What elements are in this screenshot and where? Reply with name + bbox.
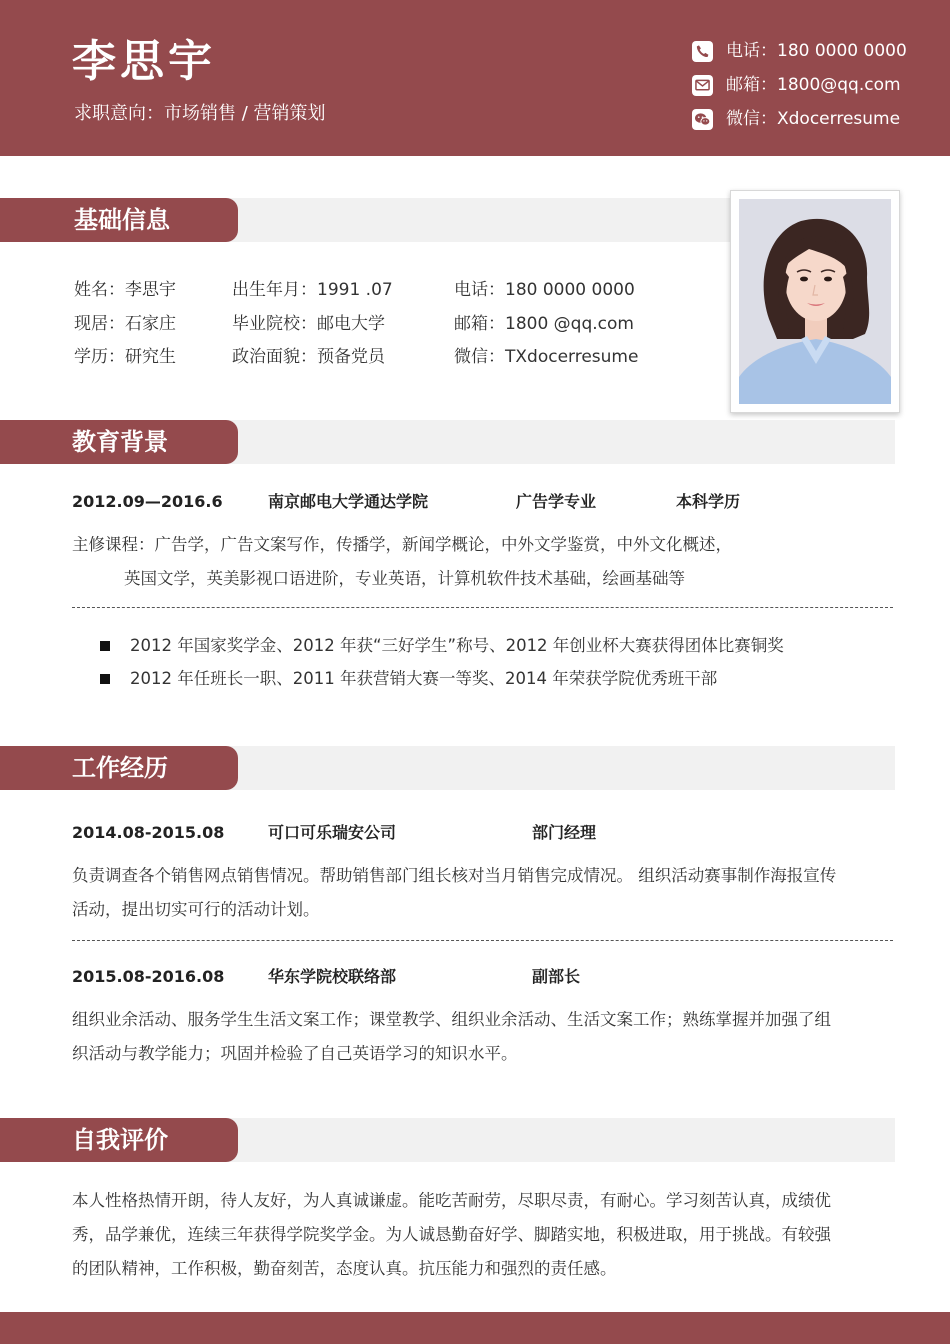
job-2-desc-line-2: 织活动与教学能力；巩固并检验了自己英语学习的知识水平。 — [72, 1044, 518, 1063]
edu-courses-line-1: 主修课程：广告学，广告文案写作，传播学，新闻学概论，中外文学鉴赏，中外文化概述， — [72, 535, 732, 554]
job-2-period: 2015.08-2016.08 — [72, 967, 225, 986]
job-2-desc-line-1: 组织业余活动、服务学生生活文案工作；课堂教学、组织业余活动、生活文案工作；熟练掌握并加强了组 — [72, 1010, 831, 1029]
info-wechat: 微信：TXdocerresume — [454, 347, 639, 367]
mail-icon — [692, 75, 713, 96]
self-eval-line-1: 本人性格热情开朗，待人友好，为人真诚谦虚。能吃苦耐劳，尽职尽责，有耐心。学习刻苦认真，成绩优 — [72, 1191, 831, 1210]
edu-degree: 本科学历 — [676, 492, 741, 511]
self-eval-line-2: 秀，品学兼优，连续三年获得学院奖学金。为人诚恳勤奋好学、脚踏实地，积极进取，用于挑战。有较强 — [72, 1225, 831, 1244]
info-name: 姓名：李思宇 — [74, 280, 176, 300]
self-eval-line-3: 的团队精神，工作积极，勤奋刻苦，态度认真。抗压能力和强烈的责任感。 — [72, 1259, 617, 1278]
portrait-image — [739, 199, 891, 404]
info-email: 邮箱：1800 @qq.com — [454, 314, 634, 334]
info-phone: 电话：180 0000 0000 — [454, 280, 635, 300]
job-intent: 求职意向：市场销售 / 营销策划 — [74, 103, 326, 124]
divider — [72, 607, 893, 608]
info-degree: 学历：研究生 — [74, 347, 176, 367]
job-1-position: 部门经理 — [532, 823, 597, 842]
section-title-basic-info: 基础信息 — [74, 206, 170, 234]
section-education — [0, 420, 895, 464]
contact-email-text: 邮箱：1800@qq.com — [726, 75, 901, 95]
info-school: 毕业院校：邮电大学 — [232, 314, 385, 334]
job-1-desc-line-1: 负责调查各个销售网点销售情况。帮助销售部门组长核对当月销售完成情况。 组织活动赛事制作海报宣传 — [72, 866, 837, 885]
bullet-square-icon — [100, 674, 110, 684]
divider — [72, 940, 893, 941]
job-2-position: 副部长 — [532, 967, 581, 986]
header-contacts — [692, 34, 932, 136]
resume-header — [0, 0, 950, 156]
edu-award-2: 2012 年任班长一职、2011 年获营销大赛一等奖、2014 年荣获学院优秀班干部 — [130, 669, 718, 688]
edu-major: 广告学专业 — [516, 492, 597, 511]
info-birth: 出生年月：1991 .07 — [232, 280, 393, 300]
job-1-company: 可口可乐瑞安公司 — [268, 823, 397, 842]
contact-email — [692, 68, 932, 102]
section-basic-info — [0, 198, 730, 242]
section-title-self-evaluation: 自我评价 — [72, 1126, 168, 1154]
info-residence: 现居：石家庄 — [74, 314, 176, 334]
bullet-square-icon — [100, 641, 110, 651]
wechat-icon — [692, 109, 713, 130]
section-title-work: 工作经历 — [72, 754, 168, 782]
edu-award-1: 2012 年国家奖学金、2012 年获“三好学生”称号、2012 年创业杯大赛获得团体比赛铜奖 — [130, 636, 784, 655]
contact-wechat-text: 微信：Xdocerresume — [726, 109, 901, 129]
edu-courses-line-2: 英国文学，英美影视口语进阶，专业英语，计算机软件技术基础，绘画基础等 — [124, 569, 685, 588]
section-work — [0, 746, 895, 790]
candidate-name: 李思宇 — [72, 36, 216, 87]
info-politics: 政治面貌：预备党员 — [232, 347, 385, 367]
section-title-education: 教育背景 — [72, 428, 168, 456]
job-1-period: 2014.08-2015.08 — [72, 823, 225, 842]
footer-bar — [0, 1312, 950, 1344]
contact-phone-text: 电话：180 0000 0000 — [726, 41, 907, 61]
contact-phone — [692, 34, 932, 68]
job-2-company: 华东学院校联络部 — [268, 967, 397, 986]
profile-photo — [730, 190, 900, 413]
phone-icon — [692, 41, 713, 62]
section-self-evaluation — [0, 1118, 895, 1162]
edu-period: 2012.09—2016.6 — [72, 492, 223, 511]
contact-wechat — [692, 102, 932, 136]
edu-school: 南京邮电大学通达学院 — [268, 492, 429, 511]
job-1-desc-line-2: 活动，提出切实可行的活动计划。 — [72, 900, 320, 919]
